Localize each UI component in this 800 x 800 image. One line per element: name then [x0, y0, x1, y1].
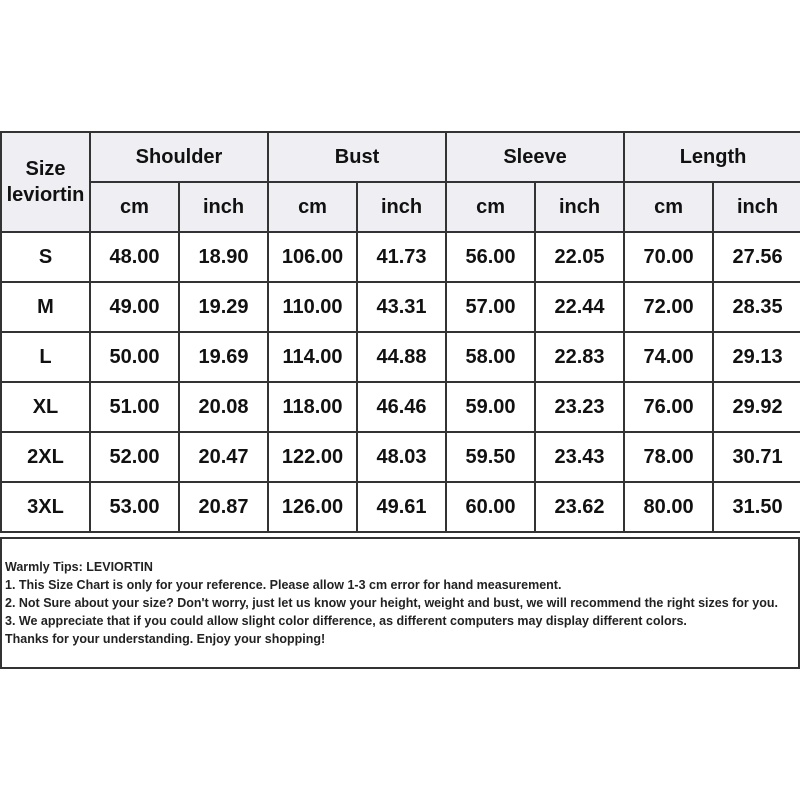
group-header-shoulder: Shoulder	[90, 132, 268, 182]
size-column-header	[1, 132, 90, 232]
table-cell: 31.50	[713, 482, 800, 532]
table-cell: 59.00	[446, 382, 535, 432]
table-cell: 50.00	[90, 332, 179, 382]
group-header-bust: Bust	[268, 132, 446, 182]
table-cell: 23.62	[535, 482, 624, 532]
size-cell: M	[1, 282, 90, 332]
table-cell: 20.87	[179, 482, 268, 532]
table-cell: 53.00	[90, 482, 179, 532]
size-cell: S	[1, 232, 90, 282]
size-cell: 3XL	[1, 482, 90, 532]
table-cell: 76.00	[624, 382, 713, 432]
table-cell: 44.88	[357, 332, 446, 382]
table-cell: 20.47	[179, 432, 268, 482]
unit-header: inch	[713, 182, 800, 232]
table-cell: 52.00	[90, 432, 179, 482]
table-cell: 49.61	[357, 482, 446, 532]
table-row	[1, 232, 800, 282]
table-cell: 19.29	[179, 282, 268, 332]
table-cell: 41.73	[357, 232, 446, 282]
unit-header: cm	[624, 182, 713, 232]
table-cell: 114.00	[268, 332, 357, 382]
table-cell: 106.00	[268, 232, 357, 282]
unit-header: cm	[268, 182, 357, 232]
table-cell: 23.23	[535, 382, 624, 432]
size-chart-table	[0, 131, 800, 533]
table-cell: 60.00	[446, 482, 535, 532]
unit-header: inch	[357, 182, 446, 232]
table-cell: 18.90	[179, 232, 268, 282]
table-cell: 110.00	[268, 282, 357, 332]
table-cell: 22.44	[535, 282, 624, 332]
table-cell: 22.83	[535, 332, 624, 382]
unit-header-row	[1, 182, 800, 232]
table-cell: 126.00	[268, 482, 357, 532]
group-header-length: Length	[624, 132, 800, 182]
tip-line: 3. We appreciate that if you could allow slight color difference, as different computers may display different colors.	[5, 614, 687, 628]
table-cell: 20.08	[179, 382, 268, 432]
table-cell: 29.13	[713, 332, 800, 382]
table-row	[1, 382, 800, 432]
table-cell: 59.50	[446, 432, 535, 482]
table-cell: 70.00	[624, 232, 713, 282]
table-row	[1, 432, 800, 482]
table-cell: 48.00	[90, 232, 179, 282]
size-cell: L	[1, 332, 90, 382]
table-cell: 78.00	[624, 432, 713, 482]
table-cell: 58.00	[446, 332, 535, 382]
table-cell: 23.43	[535, 432, 624, 482]
tips-box	[0, 537, 800, 669]
table-cell: 51.00	[90, 382, 179, 432]
table-row	[1, 332, 800, 382]
table-cell: 49.00	[90, 282, 179, 332]
unit-header: cm	[90, 182, 179, 232]
table-cell: 57.00	[446, 282, 535, 332]
table-cell: 19.69	[179, 332, 268, 382]
size-header-label: Size	[25, 158, 66, 180]
tip-line: 2. Not Sure about your size? Don't worry, just let us know your height, weight and bust, we will recommend the right sizes for you.	[5, 596, 778, 610]
unit-header: cm	[446, 182, 535, 232]
table-cell: 56.00	[446, 232, 535, 282]
table-cell: 48.03	[357, 432, 446, 482]
unit-header: inch	[535, 182, 624, 232]
size-cell: XL	[1, 382, 90, 432]
table-cell: 122.00	[268, 432, 357, 482]
table-cell: 118.00	[268, 382, 357, 432]
tip-line: 1. This Size Chart is only for your reference. Please allow 1-3 cm error for hand measurement.	[5, 578, 562, 592]
table-row	[1, 282, 800, 332]
table-cell: 43.31	[357, 282, 446, 332]
table-cell: 27.56	[713, 232, 800, 282]
group-header-sleeve: Sleeve	[446, 132, 624, 182]
size-header-brand: leviortin	[6, 184, 85, 206]
table-cell: 28.35	[713, 282, 800, 332]
size-cell: 2XL	[1, 432, 90, 482]
table-cell: 30.71	[713, 432, 800, 482]
table-cell: 29.92	[713, 382, 800, 432]
table-cell: 74.00	[624, 332, 713, 382]
tips-closing: Thanks for your understanding. Enjoy your shopping!	[5, 632, 326, 646]
table-cell: 72.00	[624, 282, 713, 332]
group-header-row	[1, 132, 800, 182]
table-row	[1, 482, 800, 532]
unit-header: inch	[179, 182, 268, 232]
table-cell: 46.46	[357, 382, 446, 432]
table-cell: 22.05	[535, 232, 624, 282]
table-cell: 80.00	[624, 482, 713, 532]
tips-title: Warmly Tips: LEVIORTIN	[5, 560, 153, 574]
